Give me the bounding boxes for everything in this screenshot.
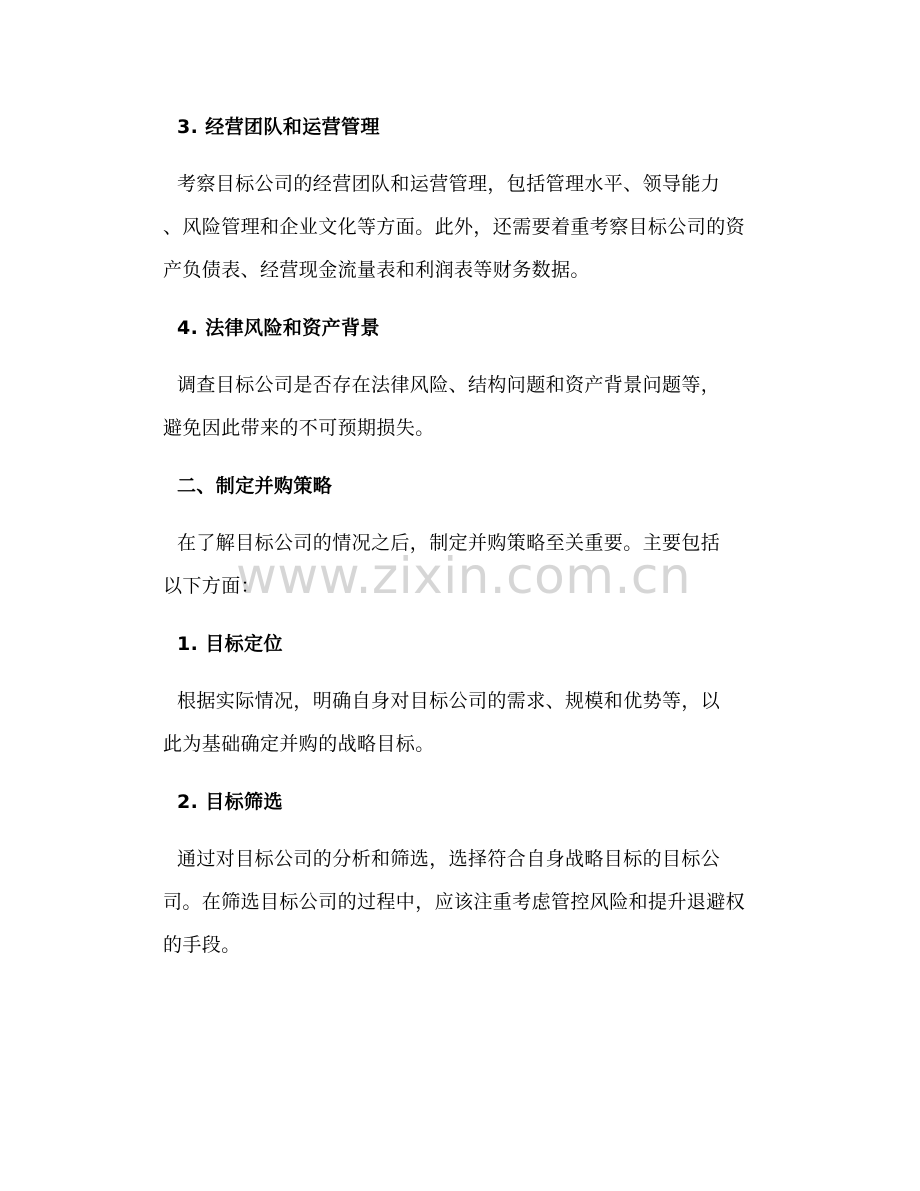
paragraph-line: 此为基础确定并购的战略目标。: [163, 733, 435, 755]
watermark-text: www.zixin.com.cn: [236, 547, 692, 605]
paragraph-line: 以下方面：: [163, 575, 261, 597]
paragraph-line: 产负债表、经营现金流量表和利润表等财务数据。: [163, 259, 590, 281]
paragraph-line: 调查目标公司是否存在法律风险、结构问题和资产背景问题等，: [177, 374, 721, 396]
section-heading-4: 4. 法律风险和资产背景: [177, 317, 380, 339]
paragraph-line: 司。在筛选目标公司的过程中，应该注重考虑管控风险和提升退避权: [163, 891, 746, 913]
subsection-heading-1: 1. 目标定位: [177, 633, 283, 655]
paragraph-line: 、风险管理和企业文化等方面。此外，还需要着重考察目标公司的资: [163, 216, 746, 238]
paragraph-line: 在了解目标公司的情况之后，制定并购策略至关重要。主要包括: [177, 532, 721, 554]
paragraph-line: 考察目标公司的经营团队和运营管理，包括管理水平、领导能力: [177, 173, 721, 195]
paragraph-line: 避免因此带来的不可预期损失。: [163, 417, 435, 439]
paragraph-line: 通过对目标公司的分析和筛选，选择符合自身战略目标的目标公: [177, 848, 721, 870]
paragraph-line: 根据实际情况，明确自身对目标公司的需求、规模和优势等，以: [177, 690, 721, 712]
section-heading-3: 3. 经营团队和运营管理: [177, 116, 380, 138]
part-heading-2: 二、制定并购策略: [177, 475, 333, 497]
subsection-heading-2: 2. 目标筛选: [177, 791, 283, 813]
paragraph-line: 的手段。: [163, 934, 241, 956]
